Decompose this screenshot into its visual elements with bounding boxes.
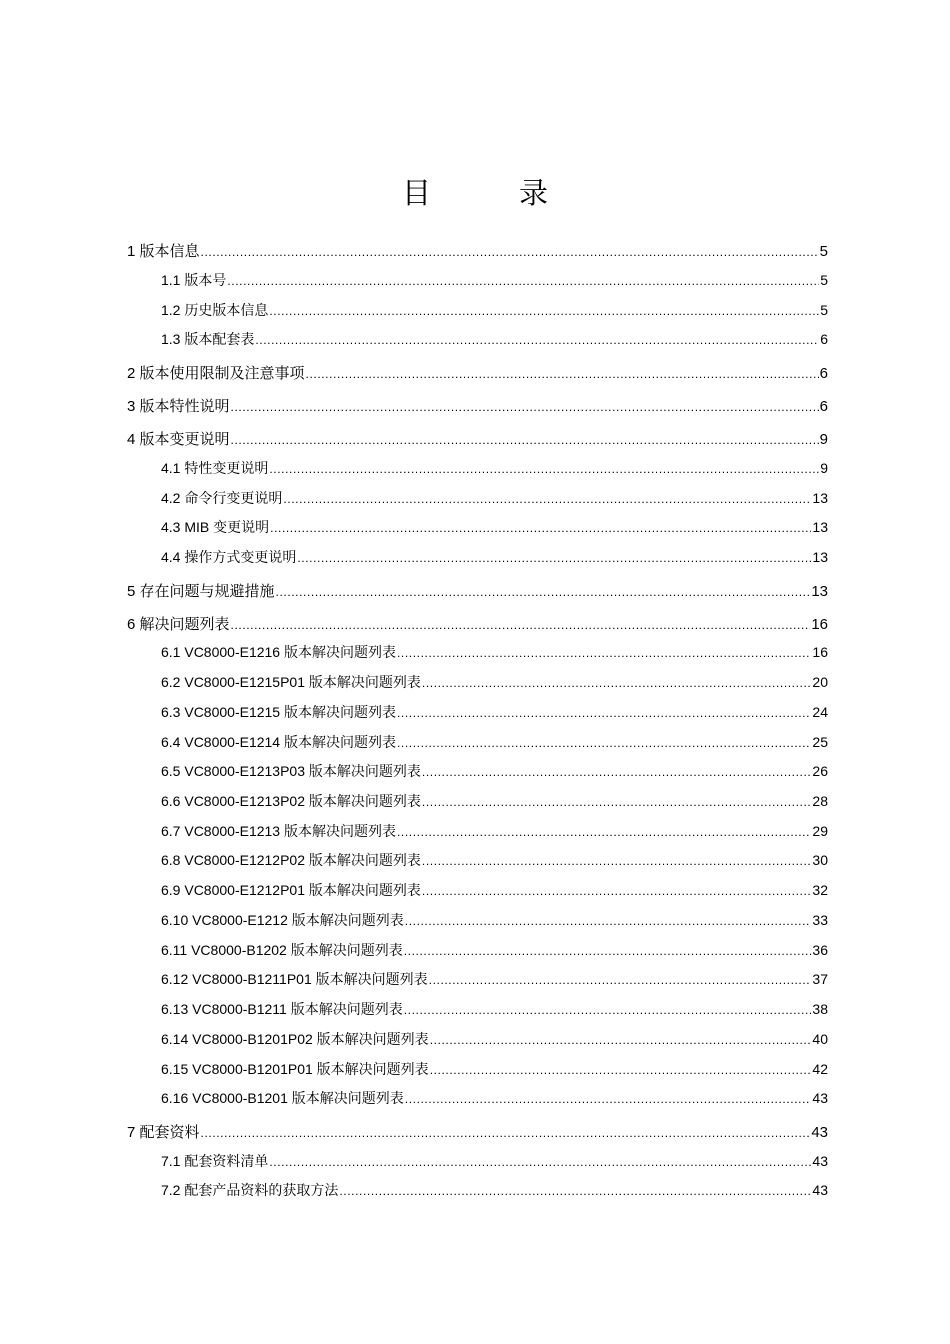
toc-entry-page: 30 xyxy=(812,852,828,868)
toc-entry-page: 16 xyxy=(811,616,828,633)
toc-entry[interactable] xyxy=(161,329,828,349)
toc-entry[interactable] xyxy=(161,969,828,989)
toc-entry-label: 4.2 命令行变更说明 xyxy=(161,490,283,506)
toc-entry[interactable] xyxy=(127,580,828,601)
toc-leader-dots xyxy=(297,551,811,565)
toc-entry-page: 37 xyxy=(812,971,828,987)
toc-leader-dots xyxy=(397,646,811,660)
toc-entry-label: 6.2 VC8000-E1215P01 版本解决问题列表 xyxy=(161,674,421,690)
toc-entry-label: 7 配套资料 xyxy=(127,1124,200,1141)
toc-entry[interactable] xyxy=(161,547,828,567)
toc-entry[interactable] xyxy=(161,1151,828,1171)
toc-leader-dots xyxy=(276,585,811,599)
toc-leader-dots xyxy=(283,492,811,506)
toc-leader-dots xyxy=(269,462,819,476)
toc-entry[interactable] xyxy=(161,517,828,537)
toc-entry-page: 13 xyxy=(812,549,828,565)
toc-leader-dots xyxy=(255,333,819,347)
toc-entry[interactable] xyxy=(161,761,828,781)
toc-entry[interactable] xyxy=(161,910,828,930)
toc-leader-dots xyxy=(397,736,811,750)
toc-entry-page: 26 xyxy=(812,763,828,779)
toc-leader-dots xyxy=(339,1184,811,1198)
toc-entry-label: 3 版本特性说明 xyxy=(127,398,230,415)
toc-entry[interactable] xyxy=(161,488,828,508)
toc-entry[interactable] xyxy=(161,999,828,1019)
toc-entry[interactable] xyxy=(127,613,828,634)
toc-entry-page: 9 xyxy=(819,431,828,448)
toc-leader-dots xyxy=(404,1003,812,1017)
toc-entry-page: 13 xyxy=(812,490,828,506)
toc-leader-dots xyxy=(430,1063,812,1077)
toc-entry[interactable] xyxy=(161,702,828,722)
toc-entry-page: 43 xyxy=(811,1124,828,1141)
toc-entry-page: 43 xyxy=(812,1182,828,1198)
toc-entry-page: 25 xyxy=(812,734,828,750)
toc-entry-label: 6.10 VC8000-E1212 版本解决问题列表 xyxy=(161,912,404,928)
toc-entry[interactable] xyxy=(161,821,828,841)
toc-leader-dots xyxy=(422,765,812,779)
toc-entry-label: 6.5 VC8000-E1213P03 版本解决问题列表 xyxy=(161,763,421,779)
toc-entry-page: 38 xyxy=(812,1001,828,1017)
toc-entry[interactable] xyxy=(161,300,828,320)
toc-entry-page: 42 xyxy=(812,1061,828,1077)
toc-entry-label: 4.1 特性变更说明 xyxy=(161,460,269,476)
toc-entry[interactable] xyxy=(127,1121,828,1142)
toc-entry-page: 6 xyxy=(819,365,828,382)
toc-entry-label: 6.6 VC8000-E1213P02 版本解决问题列表 xyxy=(161,793,421,809)
toc-leader-dots xyxy=(306,367,819,381)
toc-entry-label: 6.12 VC8000-B1211P01 版本解决问题列表 xyxy=(161,971,428,987)
toc-entry-page: 13 xyxy=(811,583,828,600)
toc-leader-dots xyxy=(405,1092,812,1106)
toc-entry[interactable] xyxy=(161,270,828,290)
toc-entry[interactable] xyxy=(161,850,828,870)
toc-entry-label: 7.1 配套资料清单 xyxy=(161,1153,269,1169)
toc-leader-dots xyxy=(422,795,812,809)
toc-entry-page: 43 xyxy=(812,1090,828,1106)
toc-leader-dots xyxy=(270,521,811,535)
toc-entry-label: 5 存在问题与规避措施 xyxy=(127,583,275,600)
toc-leader-dots xyxy=(201,1126,811,1140)
toc-leader-dots xyxy=(422,676,812,690)
toc-entry-label: 6.15 VC8000-B1201P01 版本解决问题列表 xyxy=(161,1061,429,1077)
toc-entry-page: 43 xyxy=(812,1153,828,1169)
toc-entry-page: 20 xyxy=(812,674,828,690)
toc-entry-page: 40 xyxy=(812,1031,828,1047)
toc-entry[interactable] xyxy=(161,672,828,692)
toc-entry[interactable] xyxy=(161,940,828,960)
toc-leader-dots xyxy=(227,274,819,288)
toc-entry-label: 6 解决问题列表 xyxy=(127,616,230,633)
toc-entry-label: 1.1 版本号 xyxy=(161,272,227,288)
toc-entry[interactable] xyxy=(127,362,828,383)
toc-leader-dots xyxy=(269,1155,811,1169)
toc-leader-dots xyxy=(430,1033,812,1047)
toc-leader-dots xyxy=(429,973,812,987)
toc-entry-label: 6.11 VC8000-B1202 版本解决问题列表 xyxy=(161,942,403,958)
toc-entry-label: 6.14 VC8000-B1201P02 版本解决问题列表 xyxy=(161,1031,429,1047)
toc-leader-dots xyxy=(231,433,819,447)
toc-entry-label: 1.3 版本配套表 xyxy=(161,331,255,347)
toc-entry-page: 24 xyxy=(812,704,828,720)
toc-entry-label: 6.9 VC8000-E1212P01 版本解决问题列表 xyxy=(161,882,421,898)
toc-leader-dots xyxy=(231,618,811,632)
toc-leader-dots xyxy=(404,944,812,958)
toc-entry-label: 6.16 VC8000-B1201 版本解决问题列表 xyxy=(161,1090,404,1106)
toc-entry-page: 5 xyxy=(820,272,828,288)
toc-leader-dots xyxy=(397,706,811,720)
toc-entry-label: 1.2 历史版本信息 xyxy=(161,302,269,318)
toc-entry[interactable] xyxy=(161,732,828,752)
toc-entry-page: 13 xyxy=(812,519,828,535)
toc-leader-dots xyxy=(397,825,811,839)
toc-entry-page: 5 xyxy=(820,302,828,318)
toc-entry-page: 32 xyxy=(812,882,828,898)
toc-entry-label: 6.1 VC8000-E1216 版本解决问题列表 xyxy=(161,644,396,660)
toc-entry-page: 16 xyxy=(812,644,828,660)
toc-leader-dots xyxy=(231,400,819,414)
toc-entry-page: 6 xyxy=(819,398,828,415)
page-title: 目 录 xyxy=(401,178,589,210)
toc-entry-page: 28 xyxy=(812,793,828,809)
toc-leader-dots xyxy=(201,245,819,259)
toc-entry-page: 6 xyxy=(820,331,828,347)
toc-entry-page: 5 xyxy=(819,243,828,260)
toc-entry[interactable] xyxy=(161,642,828,662)
toc-entry[interactable] xyxy=(161,1088,828,1108)
toc-entry[interactable] xyxy=(161,791,828,811)
toc-entry-label: 7.2 配套产品资料的获取方法 xyxy=(161,1182,339,1198)
toc-entry-label: 6.4 VC8000-E1214 版本解决问题列表 xyxy=(161,734,396,750)
toc-leader-dots xyxy=(422,884,812,898)
toc-entry-label: 6.3 VC8000-E1215 版本解决问题列表 xyxy=(161,704,396,720)
toc-entry-label: 6.8 VC8000-E1212P02 版本解决问题列表 xyxy=(161,852,421,868)
toc-entry-page: 33 xyxy=(812,912,828,928)
toc-entry-label: 2 版本使用限制及注意事项 xyxy=(127,365,305,382)
toc-entry-label: 4.4 操作方式变更说明 xyxy=(161,549,297,565)
toc-entry[interactable] xyxy=(161,1059,828,1079)
toc-entry[interactable] xyxy=(161,1180,828,1200)
toc-entry-label: 4.3 MIB 变更说明 xyxy=(161,519,270,535)
toc-entry-page: 9 xyxy=(820,460,828,476)
toc-entry-label: 1 版本信息 xyxy=(127,243,200,260)
toc-entry-label: 6.13 VC8000-B1211 版本解决问题列表 xyxy=(161,1001,403,1017)
toc-leader-dots xyxy=(405,914,812,928)
toc-entry[interactable] xyxy=(127,428,828,449)
toc-entry[interactable] xyxy=(161,458,828,478)
toc-entry[interactable] xyxy=(127,395,828,416)
toc-entry[interactable] xyxy=(161,1029,828,1049)
toc-entry-label: 6.7 VC8000-E1213 版本解决问题列表 xyxy=(161,823,396,839)
toc-leader-dots xyxy=(422,854,812,868)
toc-entry-label: 4 版本变更说明 xyxy=(127,431,230,448)
toc-entry[interactable] xyxy=(161,880,828,900)
toc-leader-dots xyxy=(269,304,819,318)
toc-entry[interactable] xyxy=(127,240,828,261)
toc-entry-page: 36 xyxy=(812,942,828,958)
toc-entry-page: 29 xyxy=(812,823,828,839)
